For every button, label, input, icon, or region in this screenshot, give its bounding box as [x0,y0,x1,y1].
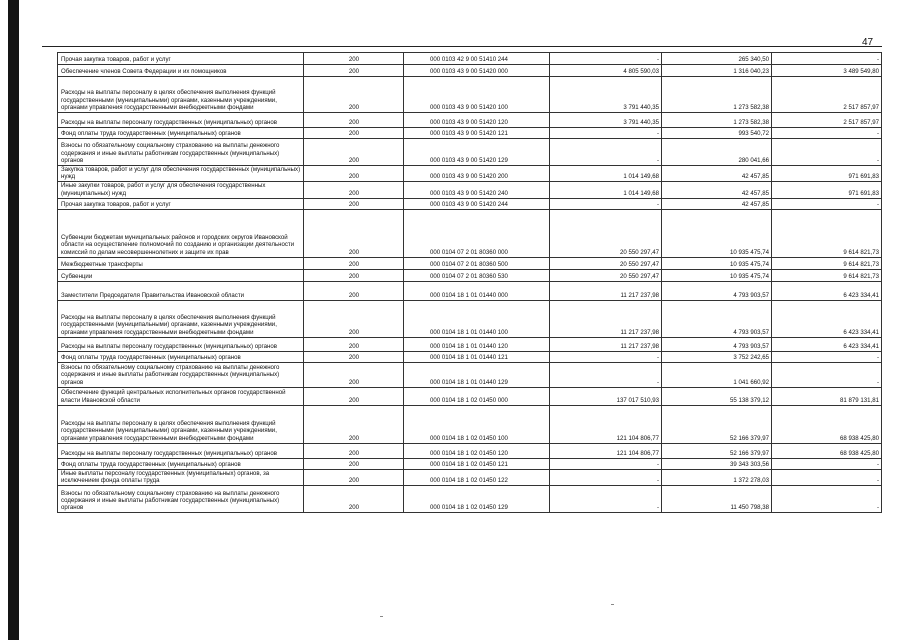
cell-exec: 52 166 379,97 [662,443,772,458]
cell-code: 200 [304,166,404,182]
budget-table-body [58,53,882,513]
cell-kbk: 000 0103 43 9 00 51420 000 [404,65,550,77]
table-row [58,65,882,77]
scan-speck [380,616,383,617]
cell-plan: - [550,351,662,362]
cell-kbk: 000 0103 42 9 00 51410 244 [404,53,550,65]
cell-code: 200 [304,269,404,281]
cell-exec: 1 273 582,38 [662,77,772,113]
cell-kbk: 000 0103 43 9 00 51420 121 [404,128,550,139]
cell-exec: 42 457,85 [662,182,772,198]
cell-code: 200 [304,281,404,300]
cell-plan: - [550,469,662,485]
table-row [58,269,882,281]
table-row [58,387,882,405]
table-row [58,351,882,362]
scan-edge-bar [8,0,19,640]
cell-plan: 11 217 237,98 [550,300,662,337]
cell-exec: 4 793 903,57 [662,300,772,337]
cell-name: Обеспечение членов Совета Федерации и их помощников [58,65,304,77]
cell-exec: 1 316 040,23 [662,65,772,77]
cell-code: 200 [304,209,404,257]
top-rule [42,46,882,47]
cell-name: Межбюджетные трансферты [58,257,304,269]
cell-name: Взносы по обязательному социальному страхованию на выплаты денежного содержания и иные выплаты работникам государственных (муниципальных) органов [58,139,304,166]
cell-code: 200 [304,405,404,443]
cell-exec: 280 041,66 [662,139,772,166]
cell-plan: - [550,198,662,209]
cell-code: 200 [304,443,404,458]
cell-rest: - [772,198,882,209]
table-row [58,139,882,166]
cell-name: Иные закупки товаров, работ и услуг для обеспечения государственных (муниципальных) нужд [58,182,304,198]
cell-rest: 6 423 334,41 [772,300,882,337]
cell-plan: 11 217 237,98 [550,337,662,351]
cell-code: 200 [304,387,404,405]
cell-rest: - [772,486,882,513]
table-row [58,198,882,209]
cell-rest: - [772,128,882,139]
cell-exec: 3 752 242,65 [662,351,772,362]
cell-rest: - [772,139,882,166]
cell-name: Прочая закупка товаров, работ и услуг [58,53,304,65]
cell-code: 200 [304,77,404,113]
cell-plan: 3 791 440,35 [550,77,662,113]
cell-exec: 10 935 475,74 [662,209,772,257]
cell-rest: 2 517 857,97 [772,113,882,128]
cell-name: Расходы на выплаты персоналу государственных (муниципальных) органов [58,337,304,351]
cell-exec: 39 343 303,56 [662,458,772,469]
cell-rest: - [772,458,882,469]
table-row [58,113,882,128]
cell-exec: 11 450 798,38 [662,486,772,513]
budget-table [57,52,882,513]
cell-exec: 1 041 660,92 [662,362,772,387]
cell-plan: 1 014 149,68 [550,166,662,182]
cell-exec: 1 273 582,38 [662,113,772,128]
cell-code: 200 [304,65,404,77]
table-row [58,257,882,269]
cell-rest: - [772,469,882,485]
table-row [58,128,882,139]
cell-kbk: 000 0104 07 2 01 80360 530 [404,269,550,281]
cell-code: 200 [304,128,404,139]
cell-kbk: 000 0104 18 1 02 01450 100 [404,405,550,443]
cell-rest: 971 691,83 [772,182,882,198]
cell-code: 200 [304,362,404,387]
cell-code: 200 [304,113,404,128]
cell-kbk: 000 0104 07 2 01 80360 000 [404,209,550,257]
table-row [58,281,882,300]
cell-plan: - [550,139,662,166]
cell-plan: 11 217 237,98 [550,281,662,300]
cell-rest: 6 423 334,41 [772,281,882,300]
cell-rest: - [772,53,882,65]
cell-name: Фонд оплаты труда государственных (муниципальных) органов [58,128,304,139]
table-row [58,362,882,387]
cell-kbk: 000 0104 18 1 02 01450 000 [404,387,550,405]
cell-kbk: 000 0103 43 9 00 51420 200 [404,166,550,182]
table-row [58,486,882,513]
cell-exec: 1 372 278,03 [662,469,772,485]
cell-name: Расходы на выплаты персоналу в целях обеспечения выполнения функций государственными (муниципальными) органами, казенными учреждениями, органами управления государственными внебюджетными фондами [58,405,304,443]
cell-kbk: 000 0104 18 1 01 01440 129 [404,362,550,387]
cell-name: Прочая закупка товаров, работ и услуг [58,198,304,209]
cell-code: 200 [304,300,404,337]
cell-plan: 3 791 440,35 [550,113,662,128]
cell-kbk: 000 0104 18 1 01 01440 120 [404,337,550,351]
table-row [58,182,882,198]
cell-kbk: 000 0104 07 2 01 80360 500 [404,257,550,269]
cell-kbk: 000 0104 18 1 01 01440 121 [404,351,550,362]
table-row [58,337,882,351]
cell-plan: - [550,458,662,469]
cell-kbk: 000 0104 18 1 02 01450 120 [404,443,550,458]
table-row [58,469,882,485]
cell-exec: 10 935 475,74 [662,257,772,269]
cell-rest: 9 614 821,73 [772,257,882,269]
table-row [58,443,882,458]
cell-exec: 4 793 903,57 [662,337,772,351]
cell-plan: 137 017 510,93 [550,387,662,405]
table-row [58,405,882,443]
table-row [58,166,882,182]
cell-name: Субвенции [58,269,304,281]
table-row [58,53,882,65]
table-row [58,209,882,257]
cell-kbk: 000 0104 18 1 01 01440 100 [404,300,550,337]
cell-rest: 81 879 131,81 [772,387,882,405]
cell-name: Расходы на выплаты персоналу государственных (муниципальных) органов [58,113,304,128]
cell-kbk: 000 0104 18 1 02 01450 121 [404,458,550,469]
cell-name: Фонд оплаты труда государственных (муниципальных) органов [58,458,304,469]
scan-speck [611,604,614,605]
cell-kbk: 000 0104 18 1 02 01450 122 [404,469,550,485]
cell-rest: 6 423 334,41 [772,337,882,351]
cell-rest: - [772,351,882,362]
cell-kbk: 000 0103 43 9 00 51420 120 [404,113,550,128]
cell-exec: 10 935 475,74 [662,269,772,281]
cell-plan: 20 550 297,47 [550,269,662,281]
cell-plan: - [550,486,662,513]
cell-plan: 1 014 149,68 [550,182,662,198]
cell-code: 200 [304,198,404,209]
cell-code: 200 [304,53,404,65]
cell-name: Расходы на выплаты персоналу государственных (муниципальных) органов [58,443,304,458]
cell-kbk: 000 0103 43 9 00 51420 100 [404,77,550,113]
cell-name: Расходы на выплаты персоналу в целях обеспечения выполнения функций государственными (муниципальными) органами, казенными учреждениями, органами управления государственными внебюджетными фондами [58,300,304,337]
cell-exec: 55 138 379,12 [662,387,772,405]
cell-exec: 265 340,50 [662,53,772,65]
cell-rest: 68 938 425,80 [772,443,882,458]
cell-name: Субвенции бюджетам муниципальных районов и городских округов Ивановской области на осуществление полномочий по созданию и организации деятельности комиссий по делам несовершеннолетних и защите их прав [58,209,304,257]
cell-plan: 121 104 806,77 [550,405,662,443]
table-row [58,77,882,113]
cell-rest: - [772,362,882,387]
cell-plan: 20 550 297,47 [550,257,662,269]
cell-name: Заместители Председателя Правительства Ивановской области [58,281,304,300]
cell-rest: 2 517 857,97 [772,77,882,113]
cell-rest: 68 938 425,80 [772,405,882,443]
cell-plan: 121 104 806,77 [550,443,662,458]
cell-code: 200 [304,486,404,513]
cell-code: 200 [304,351,404,362]
cell-plan: - [550,53,662,65]
cell-code: 200 [304,469,404,485]
table-row [58,300,882,337]
cell-kbk: 000 0103 43 9 00 51420 244 [404,198,550,209]
cell-rest: 9 614 821,73 [772,269,882,281]
cell-rest: 9 614 821,73 [772,209,882,257]
cell-name: Иные выплаты персоналу государственных (муниципальных) органов, за исключением фонда оплаты труда [58,469,304,485]
cell-kbk: 000 0103 43 9 00 51420 129 [404,139,550,166]
table-row [58,458,882,469]
cell-plan: - [550,362,662,387]
cell-exec: 42 457,85 [662,198,772,209]
cell-exec: 4 793 903,57 [662,281,772,300]
cell-exec: 52 166 379,97 [662,405,772,443]
cell-code: 200 [304,257,404,269]
page-number: 47 [862,37,874,48]
cell-code: 200 [304,139,404,166]
cell-name: Фонд оплаты труда государственных (муниципальных) органов [58,351,304,362]
cell-code: 200 [304,458,404,469]
cell-plan: - [550,128,662,139]
cell-name: Расходы на выплаты персоналу в целях обеспечения выполнения функций государственными (муниципальными) органами, казенными учреждениями, органами управления государственными внебюджетными фондами [58,77,304,113]
cell-rest: 3 489 549,80 [772,65,882,77]
cell-plan: 20 550 297,47 [550,209,662,257]
cell-kbk: 000 0104 18 1 01 01440 000 [404,281,550,300]
cell-kbk: 000 0103 43 9 00 51420 240 [404,182,550,198]
cell-name: Закупка товаров, работ и услуг для обеспечения государственных (муниципальных) нужд [58,166,304,182]
cell-name: Взносы по обязательному социальному страхованию на выплаты денежного содержания и иные выплаты работникам государственных (муниципальных) органов [58,486,304,513]
cell-name: Обеспечение функций центральных исполнительных органов государственной власти Ивановской области [58,387,304,405]
cell-kbk: 000 0104 18 1 02 01450 129 [404,486,550,513]
cell-code: 200 [304,182,404,198]
cell-exec: 42 457,85 [662,166,772,182]
cell-exec: 993 540,72 [662,128,772,139]
cell-rest: 971 691,83 [772,166,882,182]
cell-code: 200 [304,337,404,351]
cell-name: Взносы по обязательному социальному страхованию на выплаты денежного содержания и иные выплаты работникам государственных (муниципальных) органов [58,362,304,387]
cell-plan: 4 805 590,03 [550,65,662,77]
